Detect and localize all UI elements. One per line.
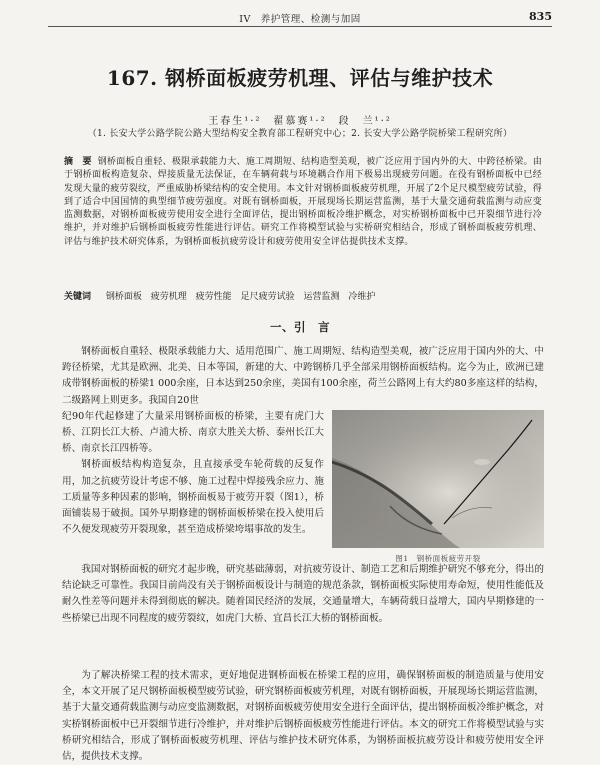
keyword: 疲劳性能 (195, 292, 232, 302)
keywords (64, 291, 542, 304)
paragraph-intro-1-column: 纪90年代起修建了大量采用钢桥面板的桥梁，主要有虎门大桥、江阴长江大桥、卢浦大桥、南京大胜关大桥、泰州长江大桥、南京长江四桥等。 (62, 410, 324, 455)
keyword: 冷维护 (348, 292, 376, 302)
paragraph-intro-2-column: 钢桥面板结构构造复杂，且直接承受车轮荷载的反复作用，加之抗疲劳设计考虑不够、施工过程中焊接残余应力、施工质量等多种因素的影响，钢桥面板易于疲劳开裂（图1），桥面铺装易于破损。国外早期修建的钢桥面板桥梁在投入使用后不久便发现疲劳开裂现象，甚至造成桥梁垮塌事故的发生。 (62, 459, 324, 536)
article-title: 167. 钢桥面板疲劳机理、评估与维护技术 (106, 66, 494, 90)
abstract-text: 钢桥面板自重轻、极限承载能力大、施工周期短、结构造型美观，被广泛应用于国内外的大、中跨径桥梁。由于钢桥面板构造复杂、焊接质量无法保证，在车辆荷载与环境耦合作用下极易出现疲劳问题。在役有钢桥面板中已经发现大量的疲劳裂纹，严重威胁桥梁结构的安全使用。本文针对钢桥面板疲劳机理，开展了2个足尺模型疲劳试验，得到了适合中国国情的典型细节疲劳强度。对既有钢桥面板，开展现场长期运营监测，基于大量交通荷载监测与动应变监测数据，对钢桥面板疲劳使用安全进行全面评估，提出钢桥面板冷维护概念，对实桥钢桥面板中已开裂细节进行冷维护，并对维护后钢桥面板疲劳性能进行评估。研究工作将模型试验与实桥研究相结合，形成了钢桥面板疲劳机理、评估与维护技术研究体系，为钢桥面板抗疲劳设计和疲劳使用安全评估提供技术支撑。 (64, 157, 542, 247)
paragraph-intro-3: 我国对钢桥面板的研究才起步晚，研究基础薄弱，对抗疲劳设计、制造工艺和后期维护研究不够充分，得出的结论缺乏可靠性。我国目前尚没有关于钢桥面板设计与制造的规范条款，钢桥面板实际使用寿命短，使用性能低及耐久性差等问题并未得到彻底的解决。随着国民经济的发展，交通量增大，车辆荷载日益增大，国内早期修建的一些桥梁已出现不同程度的疲劳裂纹，如虎门大桥、宜昌长江大桥的钢桥面板。 (62, 564, 544, 624)
keyword: 疲劳机理 (150, 292, 187, 302)
figure-fatigue-crack-photo (332, 410, 544, 548)
keywords-label: 关键词 (64, 292, 92, 302)
fatigue-crack-photo (332, 410, 544, 548)
running-header (48, 6, 552, 27)
section-heading-introduction: 一、引 言 (270, 320, 330, 334)
paragraph-intro-1-full-width: 钢桥面板自重轻、极限承载能力大、适用范围广、施工周期短、结构造型美观，被广泛应用于国内外的大、中跨径桥梁，尤其是欧洲、北美、日本等国，新建的大、中跨钢桥几乎全部采用钢桥面板结构。迄今为止，欧洲已建成带钢桥面板的桥梁1 000余座，日本达到250余座，美国有100余座，荷兰公路网上有大约80多座这样的结构，二级路网上则更多。我国自20世 (62, 346, 544, 406)
article-authors: 王春生¹·² 翟慕赛¹·² 段 兰¹·² (208, 116, 392, 127)
abstract-label: 摘 要 (64, 157, 92, 167)
paragraph-intro-4: 为了解决桥梁工程的技术需求，更好地促进钢桥面板在桥梁工程的应用，确保钢桥面板的制造质量与使用安全，本文开展了足尺钢桥面板模型疲劳试验，研究钢桥面板疲劳机理，对既有钢桥面板，开展现场长期运营监测，基于大量交通荷载监测与动应变监测数据，对钢桥面板疲劳使用安全进行全面评估，提出钢桥面板冷维护概念，对实桥钢桥面板中已开裂细节进行冷维护，并对维护后钢桥面板疲劳性能进行评估。本文的研究工作将模型试验与实桥研究相结合，形成了钢桥面板疲劳机理、评估与维护技术研究体系，为钢桥面板抗疲劳设计和疲劳使用安全评估，提供技术支撑。 (62, 670, 544, 763)
page-number: 835 (529, 10, 552, 23)
abstract (64, 156, 542, 249)
article-affiliation: （1. 长安大学公路学院公路大型结构安全教育部工程研究中心；2. 长安大学公路学院桥梁工程研究所） (87, 129, 513, 139)
running-header-section: IV 养护管理、检测与加固 (239, 14, 361, 25)
figure-caption: 图1 钢桥面板疲劳开裂 (395, 554, 481, 563)
keyword: 运营监测 (303, 292, 340, 302)
keyword: 足尺疲劳试验 (240, 292, 295, 302)
keyword: 钢桥面板 (105, 292, 142, 302)
